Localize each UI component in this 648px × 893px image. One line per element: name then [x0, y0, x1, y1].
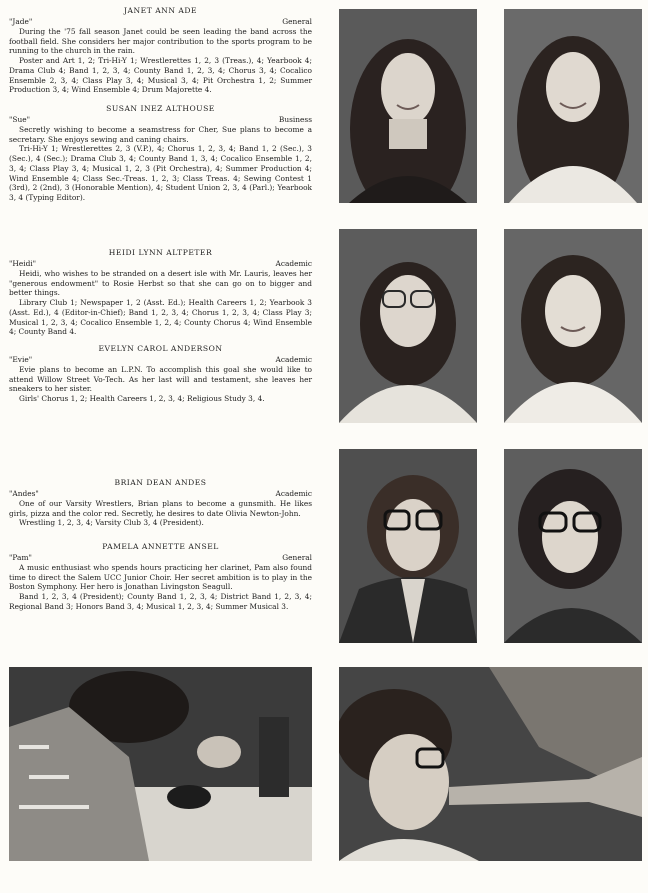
student-name: PAMELA ANNETTE ANSEL [102, 542, 219, 551]
portrait-susan-althouse [504, 9, 642, 203]
course: General [282, 553, 312, 563]
nickname: "Pam" [9, 553, 32, 563]
entry-brian-andes [9, 478, 312, 528]
course: Academic [275, 489, 312, 499]
bio-paragraph: One of our Varsity Wrestlers, Brian plans to become a gunsmith. He likes girls, pizza and the color red. Secretly, he desires to date Olivia Newton-John. [9, 498, 312, 518]
course: Academic [275, 355, 312, 365]
candid-photo-trumpet [339, 667, 642, 861]
nickname: "Jade" [9, 17, 33, 27]
activities-paragraph: Poster and Art 1, 2; Tri-Hi-Y 1; Wrestlerettes 1, 2, 3 (Treas.), 4; Yearbook 4; Drama Club 4; Band 1, 2, 3, 4; County Band 1, 2, 3, 4; Chorus 3, 4; Cocalico Ensemble 2, 3, 4; Class Play 3, 4; Musical 3, 4; Pit Orchestra 1, 2; Summer Production 3, 4; Wind Ensemble 4; Drum Majorette 4. [9, 56, 312, 95]
entry-pamela-ansel [9, 542, 312, 612]
candid-photo-worktable [9, 667, 312, 861]
portrait-evelyn-anderson [504, 229, 642, 423]
activities-paragraph: Girls' Chorus 1, 2; Health Careers 1, 2, 3, 4; Religious Study 3, 4. [19, 394, 265, 404]
portrait-pamela-ansel [504, 449, 642, 643]
student-name: BRIAN DEAN ANDES [114, 478, 207, 487]
nickname: "Andes" [9, 489, 39, 499]
activities-paragraph: Tri-Hi-Y 1; Wrestlerettes 2, 3 (V.P.), 4; Chorus 1, 2, 3, 4; Band 1, 2 (Sec.), 3 (Sec.), 4 (Sec.); Drama Club 3, 4; County Band 1, 3, 4; Cocalico Ensemble 1, 2, 3, 4; Class Play 3, 4; Musical 1, 2, 3 (Pit Orchestra), 4; Summer Production 4; Wind Ensemble 4; Class Sec.-Treas. 1, 2, 3; Class Treas. 4; Sewing Contest 1 (3rd), 2 (2nd), 3 (Honorable Mention), 4; Student Union 2, 3, 4 (Parl.); Yearbook 3, 4 (Typing Editor). [9, 144, 312, 203]
course: Academic [275, 259, 312, 269]
entry-susan-althouse [9, 104, 312, 203]
entry-heidi-altpeter [9, 248, 312, 337]
activities-paragraph: Band 1, 2, 3, 4 (President); County Band 1, 2, 3, 4; District Band 1, 2, 3, 4; Regional Band 3; Honors Band 3, 4; Musical 1, 2, 3, 4; Summer Musical 3. [9, 592, 312, 611]
bio-paragraph: Heidi, who wishes to be stranded on a desert isle with Mr. Lauris, leaves her "generous endowment" to Rosie Herbst so that she can go on to bigger and better things. [9, 268, 312, 298]
course: Business [278, 115, 312, 125]
bio-paragraph: A music enthusiast who spends hours practicing her clarinet, Pam also found time to direct the Salem UCC Junior Choir. Her secret ambition is to play in the Boston Symphony. Her hero is Jonathan Livingston Seagull. [9, 562, 312, 592]
activities-paragraph: Library Club 1; Newspaper 1, 2 (Asst. Ed.); Health Careers 1, 2; Yearbook 3 (Asst. Ed.), 4 (Editor-in-Chief); Band 1, 2, 3, 4; Chorus 1, 2, 3, 4; Class Play 3; Musical 1, 2, 3, 4; Cocalico Ensemble 1, 2, 4; County Chorus 4; Wind Ensemble 4; County Band 4. [9, 298, 312, 337]
nickname: "Sue" [9, 115, 30, 125]
bio-paragraph: During the '75 fall season Janet could be seen leading the band across the football field. She considers her major contribution to the sports program to be running to the church in the rain. [9, 26, 312, 56]
student-name: JANET ANN ADE [124, 6, 197, 15]
entry-evelyn-anderson [9, 344, 312, 404]
student-name: SUSAN INEZ ALTHOUSE [106, 104, 215, 113]
activities-paragraph: Wrestling 1, 2, 3, 4; Varsity Club 3, 4 (President). [19, 518, 204, 528]
nickname: "Evie" [9, 355, 33, 365]
bio-paragraph: Evie plans to become an L.P.N. To accomplish this goal she would like to attend Willow Street Vo-Tech. As her last will and testament, she leaves her sneakers to her sister. [9, 364, 312, 394]
student-name: EVELYN CAROL ANDERSON [98, 344, 223, 353]
nickname: "Heidi" [9, 259, 37, 269]
entry-janet-ade [9, 6, 312, 95]
portrait-heidi-altpeter [339, 229, 477, 423]
course: General [282, 17, 312, 27]
bio-paragraph: Secretly wishing to become a seamstress for Cher, Sue plans to become a secretary. She enjoys sewing and caning chairs. [9, 124, 312, 144]
portrait-brian-andes [339, 449, 477, 643]
portrait-janet-ade [339, 9, 477, 203]
student-name: HEIDI LYNN ALTPETER [108, 248, 213, 257]
